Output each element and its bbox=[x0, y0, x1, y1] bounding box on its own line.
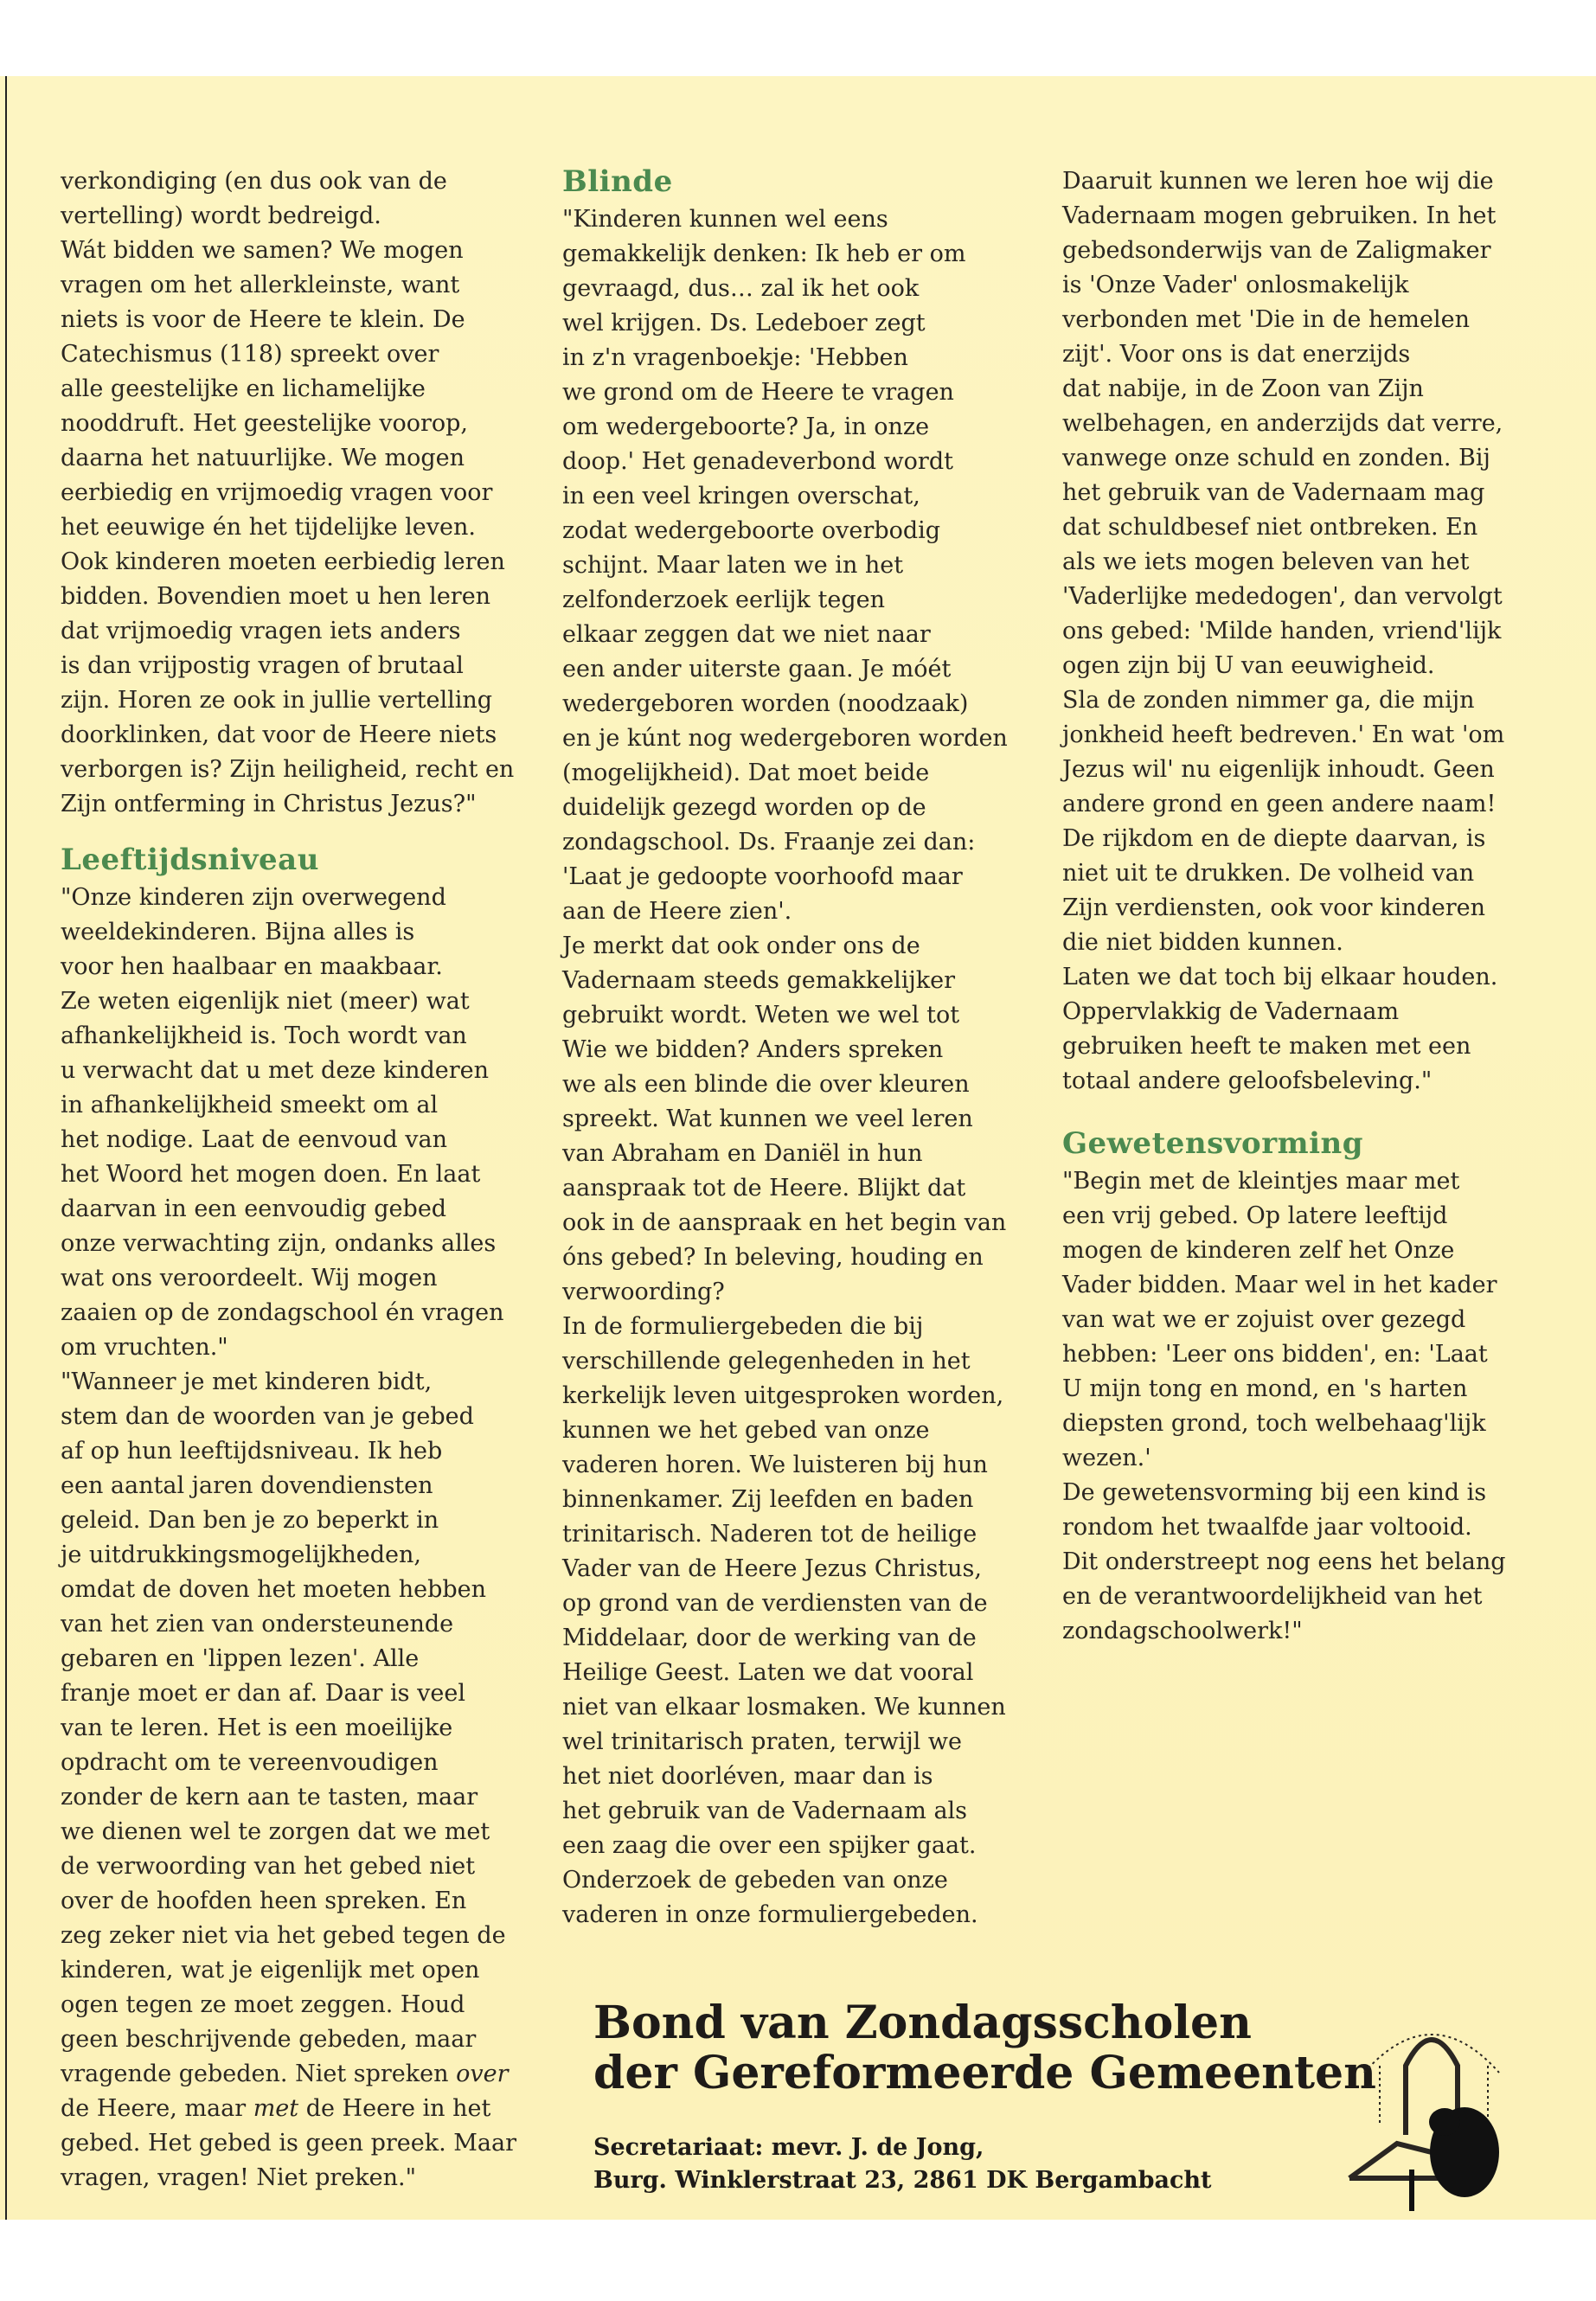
text-line: 'Laat je gedoopte voorhoofd maar bbox=[562, 863, 963, 890]
text-line: mogen de kinderen zelf het Onze bbox=[1062, 1237, 1455, 1264]
text-line: Vadernaam mogen gebruiken. In het bbox=[1062, 202, 1497, 229]
text-line: dat vrijmoedig vragen iets anders bbox=[61, 618, 461, 644]
text-line: niet van elkaar losmaken. We kunnen bbox=[562, 1694, 1006, 1721]
text-line: diepsten grond, toch welbehaag'lijk bbox=[1062, 1410, 1486, 1437]
text-line: gebruiken heeft te maken met een bbox=[1062, 1033, 1471, 1060]
text-line: alle geestelijke en lichamelijke bbox=[61, 375, 426, 402]
text-line: totaal andere geloofsbeleving." bbox=[1062, 1067, 1433, 1094]
text-line: "Wanneer je met kinderen bidt, bbox=[61, 1368, 433, 1395]
text-line: u verwacht dat u met deze kinderen bbox=[61, 1057, 490, 1084]
text-line: Catechismus (118) spreekt over bbox=[61, 341, 439, 368]
text-line: De rijkdom en de diepte daarvan, is bbox=[1062, 825, 1486, 852]
text-line: in z'n vragenboekje: 'Hebben bbox=[562, 344, 908, 371]
text-line: Heilige Geest. Laten we dat vooral bbox=[562, 1659, 974, 1686]
text-line: Sla de zonden nimmer ga, die mijn bbox=[1062, 687, 1475, 714]
text-line: het niet doorléven, maar dan is bbox=[562, 1763, 933, 1790]
text-line: Onderzoek de gebeden van onze bbox=[562, 1867, 948, 1894]
text-line: verkondiging (en dus ook van de bbox=[61, 168, 447, 195]
text-line: duidelijk gezegd worden op de bbox=[562, 794, 926, 821]
text-line: ons gebed: 'Milde handen, vriend'lijk bbox=[1062, 618, 1502, 644]
text-line: van wat we er zojuist over gezegd bbox=[1062, 1306, 1466, 1333]
text-line: In de formuliergebeden die bij bbox=[562, 1313, 924, 1340]
text-line: verborgen is? Zijn heiligheid, recht en bbox=[61, 756, 515, 783]
text-line: doorklinken, dat voor de Heere niets bbox=[61, 721, 497, 748]
text-line: af op hun leeftijdsniveau. Ik heb bbox=[61, 1438, 443, 1465]
text-line: die niet bidden kunnen. bbox=[1062, 929, 1343, 956]
text-line: gevraagd, dus… zal ik het ook bbox=[562, 275, 920, 302]
text-line: daarvan in een eenvoudig gebed bbox=[61, 1195, 447, 1222]
text-line: je uitdrukkingsmogelijkheden, bbox=[61, 1541, 421, 1568]
text-line: als we iets mogen beleven van het bbox=[1062, 548, 1470, 575]
text-line: op grond van de verdiensten van de bbox=[562, 1590, 988, 1617]
col1-line-over: vragende gebeden. Niet spreken over bbox=[61, 2061, 509, 2087]
text-line: over de hoofden heen spreken. En bbox=[61, 1888, 467, 1914]
text-line: binnenkamer. Zij leefden en baden bbox=[562, 1486, 974, 1513]
text-line: vaderen horen. We luisteren bij hun bbox=[562, 1452, 988, 1478]
col2-para1 bbox=[562, 202, 1029, 929]
col1-para3 bbox=[61, 1365, 523, 2057]
page-edge-line bbox=[5, 76, 7, 2220]
text-line: het nodige. Laat de eenvoud van bbox=[61, 1126, 448, 1153]
text-line: welbehagen, en anderzijds dat verre, bbox=[1062, 410, 1503, 437]
text-line: wedergeboren worden (noodzaak) bbox=[562, 690, 969, 717]
text-line: spreekt. Wat kunnen we veel leren bbox=[562, 1106, 973, 1132]
text-line: kunnen we het gebed van onze bbox=[562, 1417, 930, 1444]
text-line: zijt'. Voor ons is dat enerzijds bbox=[1062, 341, 1411, 368]
text-line: Zijn verdiensten, ook voor kinderen bbox=[1062, 894, 1486, 921]
text-line: Je merkt dat ook onder ons de bbox=[562, 933, 920, 959]
text-line: dat schuldbesef niet ontbreken. En bbox=[1062, 514, 1478, 541]
text-line: geen beschrijvende gebeden, maar bbox=[61, 2026, 477, 2053]
text-line: zonder de kern aan te tasten, maar bbox=[61, 1784, 478, 1811]
text-line: daarna het natuurlijke. We mogen bbox=[61, 445, 465, 471]
text-line: een ander uiterste gaan. Je móét bbox=[562, 656, 952, 683]
text-line: aan de Heere zien'. bbox=[562, 898, 792, 925]
col2-para2 bbox=[562, 929, 1029, 1310]
text-line: het Woord het mogen doen. En laat bbox=[61, 1161, 481, 1188]
column-3 bbox=[1062, 164, 1525, 1649]
text-line: van Abraham en Daniël in hun bbox=[562, 1140, 923, 1167]
text-line: het gebruik van de Vadernaam mag bbox=[1062, 479, 1485, 506]
text-line: wel krijgen. Ds. Ledeboer zegt bbox=[562, 310, 926, 336]
text-line: De gewetensvorming bij een kind is bbox=[1062, 1479, 1487, 1506]
text-line: stem dan de woorden van je gebed bbox=[61, 1403, 474, 1430]
text-line: vertelling) wordt bedreigd. bbox=[61, 202, 381, 229]
text-line: Zijn ontferming in Christus Jezus?" bbox=[61, 791, 477, 817]
text-line: een vrij gebed. Op latere leeftijd bbox=[1062, 1202, 1448, 1229]
text-line: gebaren en 'lippen lezen'. Alle bbox=[61, 1645, 420, 1672]
text-line: 'Vaderlijke mededogen', dan vervolgt bbox=[1062, 583, 1503, 610]
bond-title-line2: der Gereformeerde Gemeenten bbox=[593, 2047, 1376, 2099]
text-line: Wát bidden we samen? We mogen bbox=[61, 237, 464, 264]
text-line: Vader bidden. Maar wel in het kader bbox=[1062, 1272, 1497, 1298]
col1-para2 bbox=[61, 881, 523, 1365]
text-line: niets is voor de Heere te klein. De bbox=[61, 306, 465, 333]
bond-title-line1: Bond van Zondagsscholen bbox=[593, 1997, 1252, 2049]
text-line: om vruchten." bbox=[61, 1334, 228, 1361]
text-line: is dan vrijpostig vragen of brutaal bbox=[61, 652, 464, 679]
text-line: kerkelijk leven uitgesproken worden, bbox=[562, 1382, 1004, 1409]
text-line: ook in de aanspraak en het begin van bbox=[562, 1209, 1007, 1236]
text-line: in een veel kringen overschat, bbox=[562, 483, 920, 510]
heading-gewetensvorming: Gewetensvorming bbox=[1062, 1126, 1363, 1161]
text-line: een aantal jaren dovendiensten bbox=[61, 1472, 433, 1499]
text-line: Wie we bidden? Anders spreken bbox=[562, 1036, 944, 1063]
text-line: nooddruft. Het geestelijke voorop, bbox=[61, 410, 469, 437]
bond-footer bbox=[593, 1997, 1376, 2197]
text-line: Daaruit kunnen we leren hoe wij die bbox=[1062, 168, 1494, 195]
text-line: Laten we dat toch bij elkaar houden. bbox=[1062, 964, 1498, 990]
text-line: schijnt. Maar laten we in het bbox=[562, 552, 904, 579]
text-line: aanspraak tot de Heere. Blijkt dat bbox=[562, 1175, 966, 1202]
text-line: we grond om de Heere te vragen bbox=[562, 379, 954, 406]
text-line: (mogelijkheid). Dat moet beide bbox=[562, 760, 930, 786]
text-line: zelfonderzoek eerlijk tegen bbox=[562, 586, 885, 613]
text-line: dat nabije, in de Zoon van Zijn bbox=[1062, 375, 1424, 402]
text-line: we dienen wel te zorgen dat we met bbox=[61, 1818, 490, 1845]
text-line: het gebruik van de Vadernaam als bbox=[562, 1798, 968, 1824]
address-line: Burg. Winklerstraat 23, 2861 DK Bergambacht bbox=[593, 2167, 1212, 2194]
col1-para3-end bbox=[61, 2126, 523, 2195]
text-line: zodat wedergeboorte overbodig bbox=[562, 517, 941, 544]
text-line: Middelaar, door de werking van de bbox=[562, 1625, 977, 1651]
column-2 bbox=[562, 161, 1029, 1932]
text-line: bidden. Bovendien moet u hen leren bbox=[61, 583, 491, 610]
text-line: vaderen in onze formuliergebeden. bbox=[562, 1901, 978, 1928]
col2-para3 bbox=[562, 1310, 1029, 1932]
text-line: hebben: 'Leer ons bidden', en: 'Laat bbox=[1062, 1341, 1488, 1368]
text-line: wel trinitarisch praten, terwijl we bbox=[562, 1728, 962, 1755]
text-line: "Onze kinderen zijn overwegend bbox=[61, 884, 446, 911]
text-line: de verwoording van het gebed niet bbox=[61, 1853, 476, 1880]
text-line: het eeuwige én het tijdelijke leven. bbox=[61, 514, 476, 541]
text-line: we als een blinde die over kleuren bbox=[562, 1071, 970, 1098]
text-line: van het zien van ondersteunende bbox=[61, 1611, 454, 1638]
text-line: vragen, vragen! Niet preken." bbox=[61, 2164, 416, 2191]
text-line: in afhankelijkheid smeekt om al bbox=[61, 1092, 439, 1118]
col1-para1 bbox=[61, 164, 523, 822]
text-line: verschillende gelegenheden in het bbox=[562, 1348, 971, 1375]
text-line: vragen om het allerkleinste, want bbox=[61, 272, 460, 298]
bond-logo-emblem-icon bbox=[1345, 2005, 1518, 2213]
text-line: doop.' Het genadeverbond wordt bbox=[562, 448, 953, 475]
text-line: U mijn tong en mond, en 's harten bbox=[1062, 1375, 1468, 1402]
text-line: wat ons veroordeelt. Wij mogen bbox=[61, 1265, 438, 1292]
col3-para1 bbox=[1062, 164, 1525, 1099]
col3-para2 bbox=[1062, 1164, 1525, 1649]
text-line: zijn. Horen ze ook in jullie vertelling bbox=[61, 687, 493, 714]
text-line: "Begin met de kleintjes maar met bbox=[1062, 1168, 1460, 1195]
text-line: vanwege onze schuld en zonden. Bij bbox=[1062, 445, 1490, 471]
text-line: óns gebed? In beleving, houding en bbox=[562, 1244, 984, 1271]
text-line: jonkheid heeft bedreven.' En wat 'om bbox=[1062, 721, 1505, 748]
text-line: Ze weten eigenlijk niet (meer) wat bbox=[61, 988, 470, 1015]
text-line: zondagschool. Ds. Fraanje zei dan: bbox=[562, 829, 976, 856]
text-line: zeg zeker niet via het gebed tegen de bbox=[61, 1922, 506, 1949]
text-line: zaaien op de zondagschool én vragen bbox=[61, 1299, 504, 1326]
text-line: en je kúnt nog wedergeboren worden bbox=[562, 725, 1008, 752]
text-line: Dit onderstreept nog eens het belang bbox=[1062, 1548, 1506, 1575]
heading-leeftijdsniveau: Leeftijdsniveau bbox=[61, 843, 319, 877]
text-line: Jezus wil' nu eigenlijk inhoudt. Geen bbox=[1062, 756, 1495, 783]
text-line: gebruikt wordt. Weten we wel tot bbox=[562, 1002, 960, 1029]
text-line: is 'Onze Vader' onlosmakelijk bbox=[1062, 272, 1409, 298]
text-line: verbonden met 'Die in de hemelen bbox=[1062, 306, 1470, 333]
text-line: en de verantwoordelijkheid van het bbox=[1062, 1583, 1483, 1610]
text-line: verwoording? bbox=[562, 1279, 725, 1305]
text-line: gebedsonderwijs van de Zaligmaker bbox=[1062, 237, 1491, 264]
text-line: van te leren. Het is een moeilijke bbox=[61, 1715, 453, 1741]
text-line: gemakkelijk denken: Ik heb er om bbox=[562, 240, 966, 267]
text-line: andere grond en geen andere naam! bbox=[1062, 791, 1497, 817]
text-line: "Kinderen kunnen wel eens bbox=[562, 206, 888, 233]
text-line: een zaag die over een spijker gaat. bbox=[562, 1832, 977, 1859]
text-line: weeldekinderen. Bijna alles is bbox=[61, 919, 415, 945]
text-line: afhankelijkheid is. Toch wordt van bbox=[61, 1022, 467, 1049]
text-line: omdat de doven het moeten hebben bbox=[61, 1576, 486, 1603]
text-line: voor hen haalbaar en maakbaar. bbox=[61, 953, 443, 980]
text-line: Oppervlakkig de Vadernaam bbox=[1062, 998, 1400, 1025]
text-line: ogen tegen ze moet zeggen. Houd bbox=[61, 1991, 465, 2018]
text-line: wezen.' bbox=[1062, 1445, 1151, 1471]
text-line: onze verwachting zijn, ondanks alles bbox=[61, 1230, 497, 1257]
text-line: Vadernaam steeds gemakkelijker bbox=[562, 967, 955, 994]
secretariat-line: Secretariaat: mevr. J. de Jong, bbox=[593, 2134, 984, 2161]
column-1 bbox=[61, 164, 523, 2195]
text-line: Ook kinderen moeten eerbiedig leren bbox=[61, 548, 505, 575]
text-line: Vader van de Heere Jezus Christus, bbox=[562, 1555, 982, 1582]
text-line: trinitarisch. Naderen tot de heilige bbox=[562, 1521, 977, 1548]
col1-line-met: de Heere, maar met de Heere in het bbox=[61, 2095, 491, 2122]
text-line: franje moet er dan af. Daar is veel bbox=[61, 1680, 465, 1707]
text-line: gebed. Het gebed is geen preek. Maar bbox=[61, 2130, 517, 2157]
heading-blinde: Blinde bbox=[562, 164, 673, 199]
text-line: rondom het twaalfde jaar voltooid. bbox=[1062, 1514, 1472, 1541]
text-line: elkaar zeggen dat we niet naar bbox=[562, 621, 931, 648]
text-line: ogen zijn bij U van eeuwigheid. bbox=[1062, 652, 1435, 679]
text-line: opdracht om te vereenvoudigen bbox=[61, 1749, 439, 1776]
text-line: niet uit te drukken. De volheid van bbox=[1062, 860, 1475, 887]
text-line: geleid. Dan ben je zo beperkt in bbox=[61, 1507, 439, 1534]
text-line: eerbiedig en vrijmoedig vragen voor bbox=[61, 479, 493, 506]
text-line: kinderen, wat je eigenlijk met open bbox=[61, 1957, 480, 1984]
text-line: zondagschoolwerk!" bbox=[1062, 1618, 1303, 1644]
text-line: om wedergeboorte? Ja, in onze bbox=[562, 413, 930, 440]
